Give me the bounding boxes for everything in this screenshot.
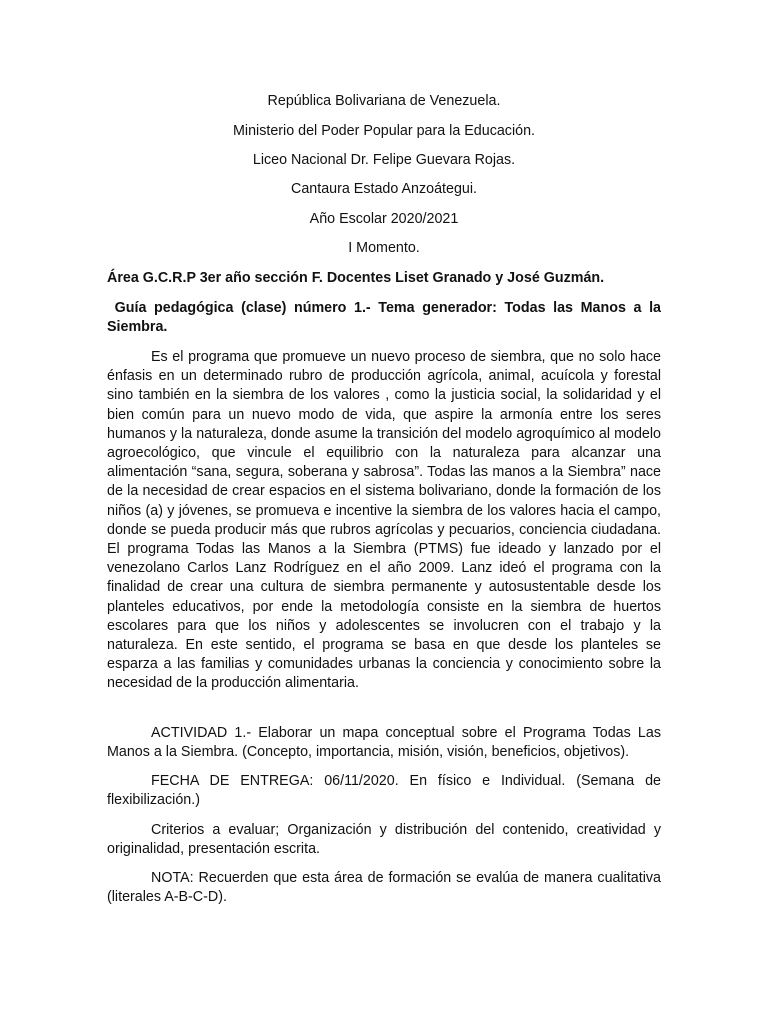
- header-moment: I Momento.: [348, 240, 420, 256]
- area-line: Área G.C.R.P 3er año sección F. Docentes Liset Granado y José Guzmán.: [107, 270, 605, 286]
- header-republic: República Bolivariana de Venezuela.: [267, 93, 501, 109]
- header-location: Cantaura Estado Anzoátegui.: [291, 181, 477, 197]
- criteria-paragraph: Criterios a evaluar; Organización y distribución del contenido, creatividad y originalidad, presentación escrita.: [107, 822, 661, 858]
- header-school-year: Año Escolar 2020/2021: [309, 211, 459, 227]
- body-paragraph: Es el programa que promueve un nuevo proceso de siembra, que no solo hace énfasis en un determinado rubro de producción agrícola, animal, acuícola y forestal sino también en la siembra de los valores , como la justicia social, la solidaridad y el bien común para un nuevo modo de vida, que aspire la armonía entre los seres humanos y la naturaleza, donde asume la transición del modelo agroquímico al modelo agroecológico, que vincule el equilibrio con la naturaleza para alcanzar una alimentación “sana, segura, soberana y sabrosa”. Todas las manos a la Siembra” nace de la necesidad de crear espacios en el sistema bolivariano, donde la formación de los niños (a) y jóvenes, se promueva e incentive la siembra de los valores hacia el campo, donde se pueda producir más que rubros agrícolas y pecuarios, conciencia ciudadana. El programa Todas las Manos a la Siembra (PTMS) fue ideado y lanzado por el venezolano Carlos Lanz Rodríguez en el año 2009. Lanz ideó el programa con la finalidad de crear una cultura de siembra permanente y autosustentable desde los planteles educativos, por ende la metodología consiste en la siembra de huertos escolares para que los niños y adolescentes se involucren con el trabajo y la naturaleza. En este sentido, el programa se basa en que desde los planteles se esparza a las familias y comunidades urbanas la conciencia y conocimiento sobre la necesidad de la producción alimentaria.: [107, 349, 661, 692]
- note-paragraph: NOTA: Recuerden que esta área de formación se evalúa de manera cualitativa (literales A-B-C-D).: [107, 870, 661, 906]
- guide-title: Guía pedagógica (clase) número 1.- Tema generador: Todas las Manos a la Siembra.: [107, 300, 665, 335]
- activity-paragraph: ACTIVIDAD 1.- Elaborar un mapa conceptual sobre el Programa Todas Las Manos a la Siembra. (Concepto, importancia, misión, visión, beneficios, objetivos).: [107, 725, 661, 761]
- header-ministry: Ministerio del Poder Popular para la Educación.: [233, 123, 535, 139]
- due-date-paragraph: FECHA DE ENTREGA: 06/11/2020. En físico e Individual. (Semana de flexibilización.): [107, 773, 661, 809]
- header-school: Liceo Nacional Dr. Felipe Guevara Rojas.: [252, 152, 516, 168]
